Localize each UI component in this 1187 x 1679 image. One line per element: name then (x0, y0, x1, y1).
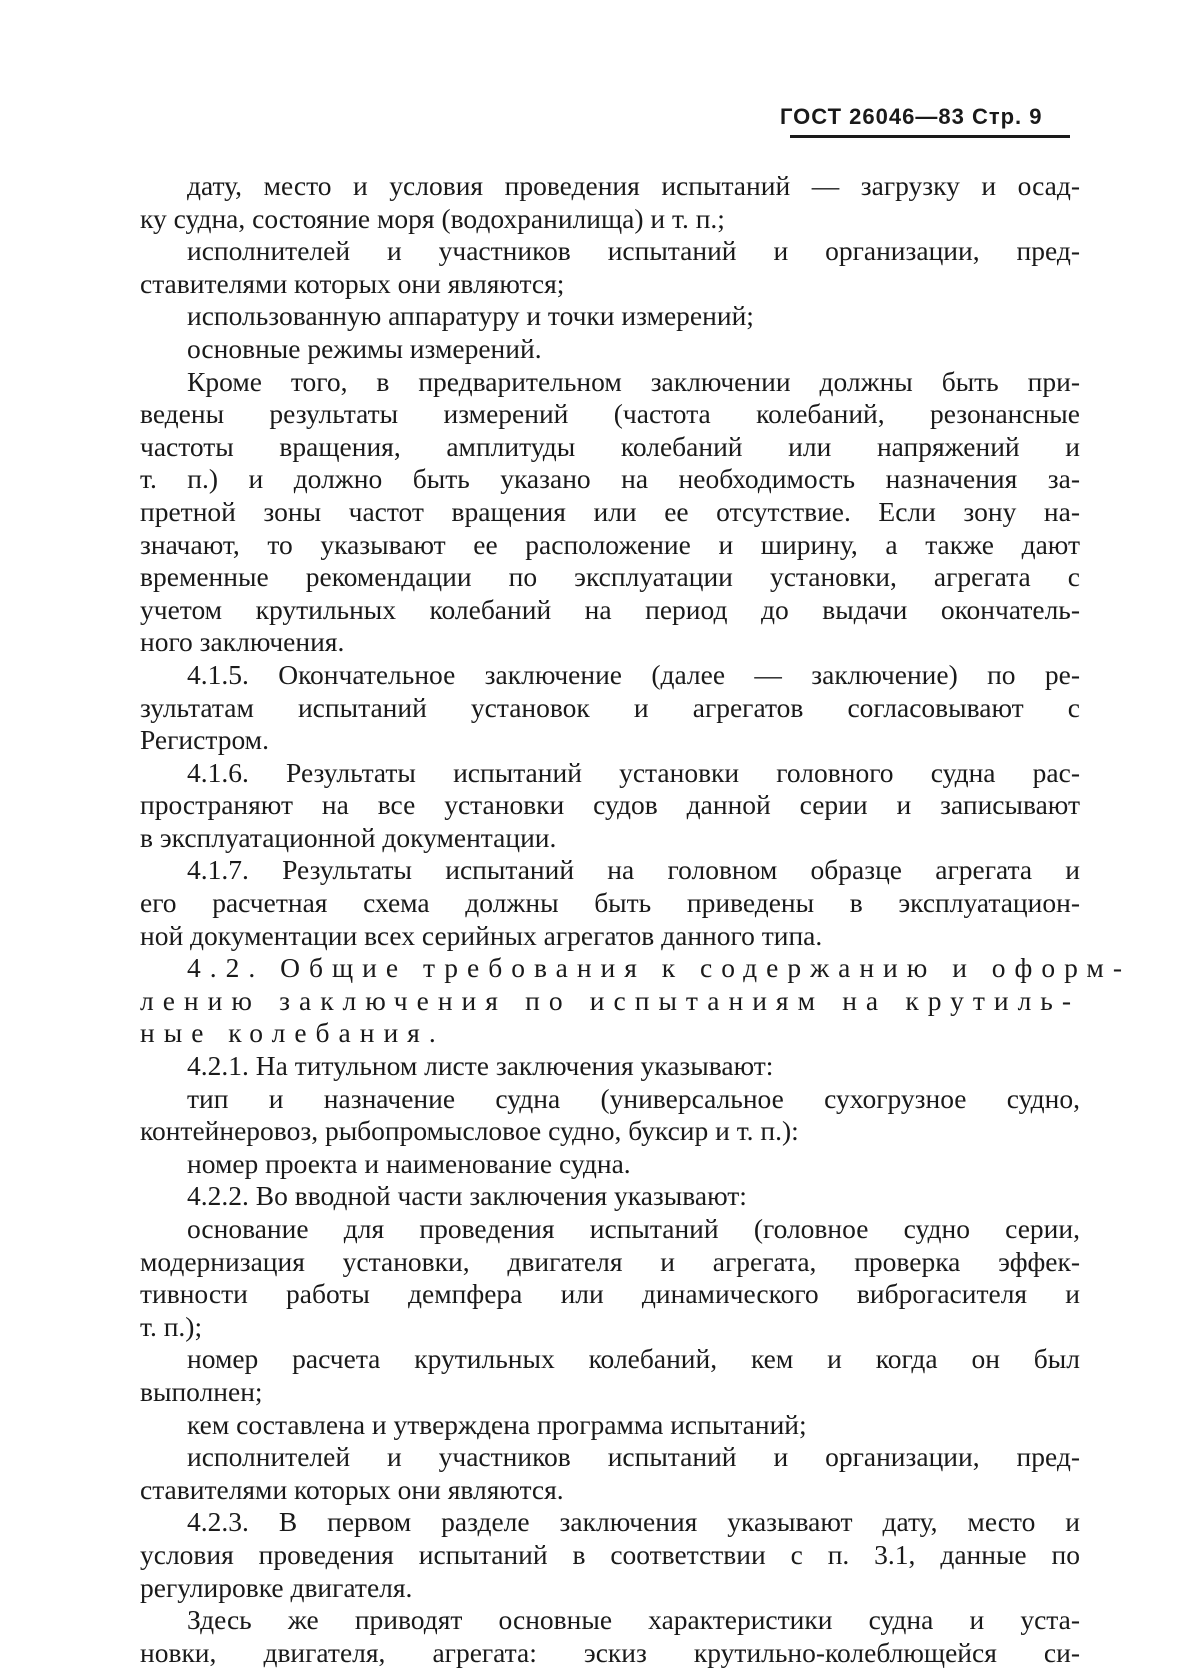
text-line: исполнителей и участников испытаний и организации, пред- (187, 235, 1080, 267)
text-line: регулировке двигателя. (140, 1571, 413, 1603)
text-line: контейнеровоз, рыбопромысловое судно, буксир и т. п.): (140, 1115, 799, 1147)
text-line: номер расчета крутильных колебаний, кем и когда он был (187, 1343, 1080, 1375)
text-line: 4.2.1. На титульном листе заключения указывают: (187, 1050, 774, 1082)
text-line: значают, то указывают ее расположение и ширину, а также дают (140, 528, 1080, 560)
text-line: использованную аппаратуру и точки измерений; (187, 300, 754, 332)
text-line: дату, место и условия проведения испытаний — загрузку и осад- (187, 170, 1080, 201)
text-line: 4.1.6. Результаты испытаний установки головного судна рас- (187, 756, 1080, 788)
text-line: его расчетная схема должны быть приведены в эксплуатацион- (140, 887, 1080, 919)
text-line: основные режимы измерений. (187, 332, 542, 364)
document-body (140, 170, 1131, 1669)
text-line: тивности работы демпфера или динамического виброгасителя и (140, 1278, 1080, 1310)
text-line: модернизация установки, двигателя и агрегата, проверка эффек- (140, 1245, 1080, 1277)
text-line: 4.2.2. Во вводной части заключения указывают: (187, 1180, 747, 1212)
text-line: зультатам испытаний установок и агрегатов согласовывают с (140, 691, 1080, 723)
text-line: кем составлена и утверждена программа испытаний; (187, 1408, 807, 1440)
text-line: 4.2.3. В первом разделе заключения указывают дату, место и (187, 1506, 1080, 1538)
text-line: ной документации всех серийных агрегатов данного типа. (140, 919, 823, 951)
text-line: в эксплуатационной документации. (140, 821, 557, 853)
text-line: ку судна, состояние моря (водохранилища) и т. п.; (140, 202, 725, 234)
header-rule (790, 135, 1070, 138)
text-line: лению заключения по испытаниям на крутиль- (140, 984, 1080, 1016)
text-line: 4.1.7. Результаты испытаний на головном образце агрегата и (187, 854, 1080, 886)
text-line: т. п.); (140, 1310, 203, 1342)
text-line: Кроме того, в предварительном заключении должны быть при- (187, 365, 1080, 397)
text-line: Регистром. (140, 724, 269, 756)
text-line: ведены результаты измерений (частота колебаний, резонансные (140, 398, 1080, 430)
text-line: временные рекомендации по эксплуатации установки, агрегата с (140, 561, 1080, 593)
page-header: ГОСТ 26046—83 Стр. 9 (780, 104, 1043, 129)
text-line: ные колебания. (140, 1017, 445, 1049)
text-line: 4.2. Общие требования к содержанию и оформ- (187, 952, 1131, 984)
text-line: частоты вращения, амплитуды колебаний или напряжений и (140, 430, 1080, 462)
text-line: Здесь же приводят основные характеристики судна и уста- (187, 1604, 1080, 1636)
text-line: исполнителей и участников испытаний и организации, пред- (187, 1441, 1080, 1473)
text-line: новки, двигателя, агрегата: эскиз крутильно-колеблющейся си- (140, 1636, 1080, 1668)
text-line: пространяют на все установки судов данной серии и записывают (140, 789, 1080, 821)
text-line: условия проведения испытаний в соответствии с п. 3.1, данные по (140, 1538, 1080, 1570)
text-line: ставителями которых они являются; (140, 267, 565, 299)
text-line: претной зоны частот вращения или ее отсутствие. Если зону на- (140, 495, 1080, 527)
text-line: основание для проведения испытаний (головное судно серии, (187, 1213, 1080, 1244)
text-line: выполнен; (140, 1375, 263, 1407)
text-line: тип и назначение судна (универсальное сухогрузное судно, (187, 1082, 1080, 1114)
text-line: 4.1.5. Окончательное заключение (далее — заключение) по ре- (187, 658, 1080, 690)
text-line: ного заключения. (140, 626, 345, 658)
text-line: учетом крутильных колебаний на период до выдачи окончатель- (140, 593, 1080, 625)
text-line: т. п.) и должно быть указано на необходимость назначения за- (140, 463, 1080, 495)
text-line: ставителями которых они являются. (140, 1473, 564, 1505)
text-line: номер проекта и наименование судна. (187, 1147, 631, 1179)
